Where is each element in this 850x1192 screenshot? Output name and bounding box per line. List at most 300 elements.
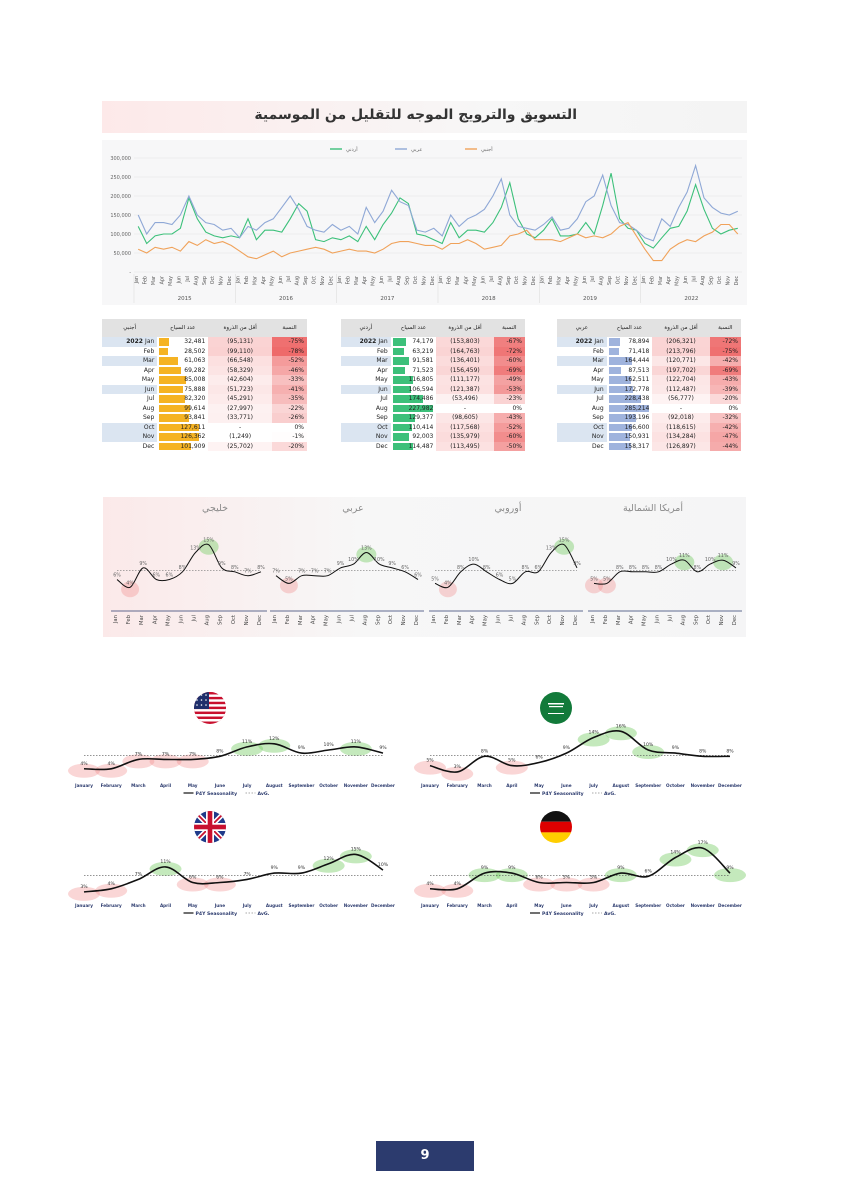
count-cell — [391, 394, 437, 404]
table-row — [341, 347, 525, 357]
month-cell: Jul — [341, 394, 391, 404]
x-month-label: September — [635, 783, 662, 788]
x-month-label: May — [675, 276, 681, 286]
data-label: 9% — [732, 561, 740, 567]
gap-cell: (53,496) — [436, 394, 493, 404]
data-label: 5% — [431, 577, 439, 583]
data-label: 10% — [643, 743, 654, 748]
x-month-label: Jul — [667, 615, 674, 622]
data-label: 6% — [165, 573, 174, 579]
table-row — [102, 404, 307, 414]
x-month-label: July — [242, 903, 252, 908]
x-month-label: November — [343, 903, 368, 908]
table-header-cell: عربي — [557, 319, 607, 337]
count-value: 166,600 — [624, 423, 650, 431]
count-cell — [391, 347, 437, 357]
x-month-label: Jan — [272, 615, 278, 624]
percent-cell: -72% — [494, 347, 525, 357]
gap-cell: (164,763) — [436, 347, 493, 357]
count-bar — [393, 357, 409, 365]
data-label: 8% — [480, 749, 489, 755]
count-value: 174,486 — [408, 395, 434, 403]
percent-cell: -42% — [710, 356, 741, 366]
x-month-label: Jun — [495, 615, 502, 624]
country-seasonality-charts — [0, 680, 850, 920]
x-month-label: Nov — [726, 276, 732, 286]
x-month-label: Jan — [135, 276, 141, 284]
x-month-label: Feb — [126, 615, 133, 625]
data-label: 6% — [534, 565, 543, 571]
month-cell: May — [341, 375, 391, 385]
percent-cell: -53% — [494, 385, 525, 395]
flag-germany-icon — [540, 811, 572, 843]
data-label: 9% — [617, 866, 625, 872]
table-header-cell: النسبة — [494, 319, 525, 337]
gap-cell: (51,723) — [208, 385, 272, 395]
mini-chart-title: عربي — [342, 503, 364, 514]
count-value: 85,008 — [184, 376, 206, 384]
x-month-label: Feb — [143, 276, 149, 285]
x-month-label: Aug — [397, 276, 402, 286]
month-cell: Jun — [102, 385, 157, 395]
x-month-label: February — [100, 783, 122, 788]
series-line — [138, 173, 738, 248]
count-cell — [607, 375, 653, 385]
data-label: 9% — [379, 746, 387, 752]
x-month-label: Dec — [633, 276, 639, 286]
x-month-label: Jun — [684, 276, 690, 284]
data-label: 7% — [243, 872, 251, 878]
data-label: 9% — [480, 866, 489, 872]
main-line-chart-panel — [102, 140, 747, 305]
count-value: 101,909 — [180, 442, 206, 450]
count-value: 150,931 — [624, 433, 650, 441]
data-label: 5% — [508, 577, 517, 583]
data-label: 15% — [203, 538, 214, 544]
main-line-chart — [102, 140, 747, 305]
x-month-label: July — [589, 903, 598, 908]
count-cell — [391, 375, 437, 385]
count-cell — [157, 337, 208, 347]
x-month-label: Sep — [534, 615, 541, 625]
x-month-label: January — [75, 903, 93, 908]
count-cell — [391, 432, 437, 442]
count-value: 126,362 — [180, 433, 206, 441]
data-label: 11% — [717, 554, 729, 560]
x-month-label: March — [477, 903, 492, 908]
table-row — [341, 394, 525, 404]
legend-label: P4Y Seasonality — [195, 792, 238, 797]
x-month-label: Aug — [701, 276, 706, 286]
x-month-label: April — [506, 783, 518, 788]
gap-cell: (98,605) — [436, 413, 493, 423]
data-label: 10% — [704, 558, 716, 564]
x-month-label: October — [319, 903, 339, 908]
table-row — [341, 432, 525, 442]
count-value: 110,414 — [408, 423, 434, 431]
data-label: 4% — [453, 881, 461, 887]
x-month-label: Dec — [257, 615, 263, 626]
x-month-label: August — [265, 903, 283, 908]
count-cell — [607, 413, 653, 423]
percent-cell: -20% — [272, 442, 307, 452]
gap-cell: (197,702) — [652, 366, 709, 376]
count-cell — [607, 356, 653, 366]
x-month-label: Mar — [615, 615, 622, 625]
count-value: 74,179 — [412, 338, 434, 346]
x-month-label: Jan — [540, 276, 546, 284]
x-month-label: December — [371, 783, 395, 788]
data-label: 7% — [323, 569, 332, 575]
count-cell — [607, 442, 653, 452]
table-header-row — [341, 319, 525, 337]
legend-label: عربي — [411, 147, 423, 153]
data-label: 10% — [666, 558, 677, 564]
x-month-label: Oct — [388, 615, 395, 625]
month-cell: Feb — [557, 347, 607, 357]
percent-cell: -60% — [494, 356, 525, 366]
percent-cell: -35% — [272, 394, 307, 404]
month-cell: Mar — [557, 356, 607, 366]
x-month-label: December — [371, 903, 395, 908]
month-cell: Feb — [102, 347, 157, 357]
table-header-cell: أقل من الذروة — [652, 319, 709, 337]
data-label: 4% — [107, 881, 115, 887]
percent-cell: -43% — [494, 413, 525, 423]
x-month-label: December — [718, 903, 742, 908]
y-tick-label: - — [129, 270, 131, 276]
data-label: 7% — [310, 569, 319, 575]
x-month-label: October — [319, 783, 339, 788]
x-month-label: June — [214, 903, 226, 908]
legend-label: أجنبي — [481, 147, 493, 153]
percent-cell: -42% — [710, 423, 741, 433]
data-label: 10% — [323, 743, 334, 748]
x-month-label: Dec — [732, 615, 738, 626]
data-label: 5% — [589, 875, 598, 881]
x-month-label: Apr — [310, 615, 317, 625]
x-month-label: Oct — [515, 276, 521, 285]
x-month-label: Nov — [321, 276, 326, 286]
count-value: 162,511 — [624, 376, 650, 384]
month-cell: Jun — [557, 385, 607, 395]
jordanian-table — [341, 319, 525, 451]
x-month-label: Aug — [521, 615, 528, 626]
x-month-label: Jan — [337, 276, 343, 284]
percent-cell: -26% — [272, 413, 307, 423]
count-cell — [607, 432, 653, 442]
data-label: 9% — [297, 746, 306, 752]
x-month-label: Jul — [388, 276, 394, 282]
data-label: 8% — [693, 565, 702, 571]
percent-cell: -33% — [272, 375, 307, 385]
x-month-label: Aug — [295, 276, 301, 286]
x-month-label: Nov — [401, 615, 408, 626]
percent-cell: -41% — [272, 385, 307, 395]
month-cell: Jun — [341, 385, 391, 395]
x-month-label: February — [446, 783, 468, 788]
table-row — [341, 423, 525, 433]
table-header-cell: النسبة — [272, 319, 307, 337]
count-bar — [609, 338, 620, 346]
x-month-label: Oct — [211, 276, 217, 285]
count-value: 129,377 — [408, 414, 434, 422]
x-month-label: Jul — [185, 276, 191, 282]
count-cell — [607, 366, 653, 376]
month-cell: May — [557, 375, 607, 385]
x-month-label: May — [482, 615, 489, 626]
x-month-label: July — [589, 783, 598, 788]
table-row — [557, 366, 741, 376]
count-value: 69,282 — [184, 366, 206, 374]
x-month-label: November — [690, 783, 715, 788]
x-month-label: Jun — [177, 276, 183, 284]
count-value: 78,894 — [628, 338, 650, 346]
x-month-label: May — [323, 615, 330, 626]
gap-cell: (121,387) — [436, 385, 493, 395]
month-cell: Sep — [557, 413, 607, 423]
gap-cell: - — [679, 404, 683, 412]
month-cell: May — [102, 375, 157, 385]
y-tick-label: 300,000 — [110, 156, 131, 162]
year-label: 2017 — [380, 296, 395, 302]
x-month-label: Aug — [599, 276, 605, 286]
x-month-label: Oct — [717, 276, 723, 285]
gap-cell: (25,702) — [208, 442, 272, 452]
x-month-label: Apr — [464, 276, 470, 285]
x-month-label: Mar — [658, 276, 664, 286]
data-label: 8% — [178, 565, 187, 571]
x-month-label: Jun — [582, 276, 588, 284]
data-label: 7% — [244, 569, 252, 575]
x-month-label: Apr — [667, 276, 673, 285]
table-row — [102, 366, 307, 376]
data-label: 7% — [272, 569, 280, 575]
data-label: 3% — [453, 764, 461, 770]
x-month-label: Jan — [236, 276, 242, 284]
month-cell: Nov — [341, 432, 391, 442]
month-cell: Apr — [341, 366, 391, 376]
percent-cell: -75% — [710, 347, 741, 357]
x-month-label: Mar — [253, 276, 259, 286]
gap-cell: (42,604) — [208, 375, 272, 385]
data-label: 11% — [241, 739, 253, 745]
x-month-label: Feb — [284, 615, 291, 625]
data-label: 9% — [508, 866, 516, 872]
count-bar — [159, 357, 178, 365]
x-month-label: Sep — [608, 275, 614, 286]
gap-cell: (66,548) — [208, 356, 272, 366]
count-bar — [159, 348, 168, 356]
data-label: 10% — [373, 558, 385, 564]
percent-cell: -69% — [494, 366, 525, 376]
gap-cell: (206,321) — [652, 337, 709, 347]
count-cell — [391, 356, 437, 366]
x-month-label: Jun — [481, 276, 487, 284]
gap-cell: (213,796) — [652, 347, 709, 357]
legend-label: أردني — [346, 147, 358, 153]
table-header-row — [557, 319, 741, 337]
table-row — [341, 385, 525, 395]
percent-cell: -23% — [494, 394, 525, 404]
x-month-label: Feb — [447, 276, 453, 285]
count-value: 32,481 — [184, 338, 206, 346]
table-row — [341, 442, 525, 452]
page-title: التسويق والترويج الموجه للتقليل من الموسمية — [254, 107, 577, 123]
gap-cell: (117,568) — [436, 423, 493, 433]
data-label: 9% — [671, 746, 680, 752]
x-month-label: February — [100, 903, 122, 908]
x-month-label: Feb — [443, 615, 450, 625]
gap-cell: (58,329) — [208, 366, 272, 376]
x-month-label: Oct — [706, 615, 713, 625]
month-cell: Mar — [102, 356, 157, 366]
gap-cell: (1,249) — [229, 433, 252, 441]
x-month-label: February — [446, 903, 468, 908]
count-bar — [393, 348, 404, 356]
gap-cell: (111,177) — [436, 375, 493, 385]
x-month-label: Apr — [363, 276, 369, 285]
count-bar — [393, 433, 409, 441]
data-label: 8% — [216, 749, 224, 755]
gap-cell: (95,131) — [208, 337, 272, 347]
data-label: 17% — [697, 841, 708, 847]
y-tick-label: 50,000 — [113, 251, 131, 257]
count-value: 93,841 — [184, 414, 206, 422]
x-month-label: Dec — [532, 276, 538, 286]
x-month-label: Jul — [191, 615, 198, 622]
table-row — [557, 394, 741, 404]
count-value: 127,611 — [180, 423, 206, 431]
x-month-label: Feb — [602, 615, 609, 625]
data-label: 15% — [350, 847, 361, 853]
count-value: 228,438 — [624, 395, 650, 403]
table-row — [557, 347, 741, 357]
x-month-label: Mar — [456, 276, 462, 286]
mini-chart-title: أوروبي — [494, 503, 522, 514]
x-month-label: Nov — [625, 276, 630, 286]
x-month-label: Apr — [261, 276, 267, 285]
table-row — [102, 423, 307, 433]
month-cell: Feb — [341, 347, 391, 357]
month-cell: Aug — [102, 404, 157, 414]
x-month-label: Mar — [557, 276, 563, 286]
x-month-label: Mar — [152, 276, 158, 286]
data-label: 10% — [348, 558, 359, 564]
x-month-label: December — [718, 783, 742, 788]
x-month-label: Oct — [230, 615, 237, 625]
count-bar — [609, 348, 619, 356]
data-label: 5% — [508, 758, 516, 764]
x-month-label: May — [371, 276, 377, 286]
x-month-label: Oct — [616, 276, 622, 285]
gap-cell: (156,459) — [436, 366, 493, 376]
x-month-label: Jun — [380, 276, 386, 284]
count-cell — [157, 356, 208, 366]
month-cell: Jul — [102, 394, 157, 404]
x-month-label: October — [666, 903, 685, 908]
table-row — [557, 413, 741, 423]
year-label: 2019 — [583, 296, 597, 302]
mini-chart-title: أمريكا الشمالية — [622, 503, 684, 514]
percent-cell: -47% — [710, 432, 741, 442]
data-label: 8% — [699, 749, 707, 755]
data-label: 6% — [401, 565, 409, 571]
data-label: 4% — [444, 581, 452, 587]
x-month-label: Jul — [489, 276, 495, 282]
legend-label: P4Y Seasonality — [542, 792, 584, 797]
page-title-band — [102, 101, 747, 133]
percent-cell: 0% — [728, 404, 738, 412]
table-row — [557, 423, 741, 433]
x-month-label: Apr — [469, 615, 476, 625]
x-month-label: Jul — [287, 276, 293, 282]
month-cell: Aug — [341, 404, 391, 414]
table-row — [341, 404, 525, 414]
month-cell: Mar — [341, 356, 391, 366]
x-month-label: Sep — [709, 276, 715, 286]
mini-charts-panel — [103, 497, 746, 637]
data-label: 13% — [190, 546, 201, 552]
x-month-label: Mar — [354, 276, 360, 286]
x-month-label: Mar — [297, 615, 304, 625]
count-cell — [391, 413, 437, 423]
count-value: 116,805 — [408, 376, 434, 384]
x-month-label: Aug — [204, 615, 211, 626]
data-label: 6% — [644, 869, 652, 875]
data-label: 6% — [189, 875, 197, 881]
data-label: 11% — [679, 554, 690, 560]
table-header-cell: عدد السياح — [607, 319, 653, 337]
month-cell: Apr — [557, 366, 607, 376]
percent-cell: -20% — [710, 394, 741, 404]
count-bar — [159, 386, 183, 394]
x-month-label: Jun — [336, 615, 343, 624]
table-row — [557, 356, 741, 366]
table-row — [102, 442, 307, 452]
data-label: 5% — [426, 758, 434, 764]
table-header-cell: عدد السياح — [157, 319, 208, 337]
x-month-label: April — [159, 903, 172, 908]
data-label: 5% — [562, 875, 571, 881]
table-row — [341, 356, 525, 366]
table-row — [341, 375, 525, 385]
x-month-label: November — [343, 783, 368, 788]
data-label: 6% — [495, 573, 504, 579]
count-cell — [391, 385, 437, 395]
data-label: 8% — [457, 565, 465, 571]
flag-ksa-icon — [540, 692, 572, 724]
month-cell: 2022 Jan — [102, 337, 157, 347]
x-month-label: March — [477, 783, 492, 788]
percent-cell: -50% — [494, 442, 525, 452]
month-cell: Apr — [102, 366, 157, 376]
count-cell — [157, 394, 208, 404]
x-month-label: Sep — [506, 276, 512, 286]
month-cell: Nov — [557, 432, 607, 442]
percent-cell: -22% — [272, 404, 307, 414]
x-month-label: June — [561, 783, 572, 788]
x-month-label: Jul — [591, 276, 597, 282]
x-month-label: Jan — [113, 615, 119, 624]
month-cell: Sep — [102, 413, 157, 423]
count-cell — [607, 423, 653, 433]
count-cell — [157, 432, 208, 442]
x-month-label: Sep — [304, 276, 310, 286]
percent-cell: 0% — [294, 423, 304, 431]
x-month-label: Jul — [692, 276, 698, 282]
table-header-cell: أردني — [341, 319, 391, 337]
